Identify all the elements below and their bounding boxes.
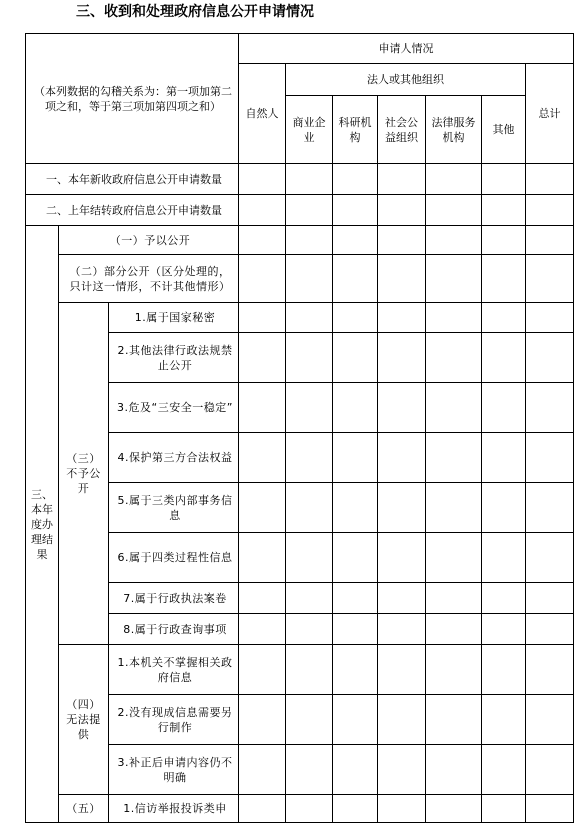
data-cell bbox=[426, 695, 482, 745]
header-note-cell bbox=[26, 34, 239, 164]
data-cell bbox=[239, 583, 286, 614]
data-cell bbox=[426, 645, 482, 695]
data-cell bbox=[426, 333, 482, 383]
row-label-r3-8: 8.属于行政查询事项 bbox=[109, 614, 239, 645]
row-label-r4-3: 3.补正后申请内容仍不明确 bbox=[109, 745, 239, 795]
legal-service-header: 法律服务机构 bbox=[426, 96, 482, 164]
data-cell bbox=[526, 333, 574, 383]
data-cell bbox=[426, 383, 482, 433]
data-cell bbox=[239, 303, 286, 333]
data-cell bbox=[286, 226, 333, 255]
data-cell bbox=[333, 795, 378, 823]
data-cell bbox=[378, 795, 426, 823]
data-cell bbox=[526, 303, 574, 333]
applicant-header: 申请人情况 bbox=[239, 34, 574, 64]
data-cell bbox=[526, 433, 574, 483]
data-cell bbox=[286, 164, 333, 195]
data-cell bbox=[378, 745, 426, 795]
data-cell bbox=[426, 533, 482, 583]
data-cell bbox=[526, 645, 574, 695]
data-cell bbox=[426, 614, 482, 645]
data-cell bbox=[526, 795, 574, 823]
data-cell bbox=[482, 255, 526, 303]
data-cell bbox=[526, 695, 574, 745]
data-cell bbox=[286, 645, 333, 695]
data-cell bbox=[482, 303, 526, 333]
data-cell bbox=[333, 226, 378, 255]
row-label-r4-2: 2.没有现成信息需要另行制作 bbox=[109, 695, 239, 745]
data-cell bbox=[482, 226, 526, 255]
data-cell bbox=[526, 583, 574, 614]
data-cell bbox=[333, 483, 378, 533]
data-cell bbox=[333, 695, 378, 745]
data-cell bbox=[378, 614, 426, 645]
data-cell bbox=[426, 483, 482, 533]
header-note: （本列数据的勾稽关系为：第一项加第二项之和，等于第三项加第四项之和） bbox=[34, 84, 232, 113]
data-cell bbox=[526, 533, 574, 583]
data-cell bbox=[426, 255, 482, 303]
other-header: 其他 bbox=[482, 96, 526, 164]
data-cell bbox=[333, 614, 378, 645]
row-label-r3-6: 6.属于四类过程性信息 bbox=[109, 533, 239, 583]
data-cell bbox=[286, 255, 333, 303]
data-cell bbox=[286, 614, 333, 645]
data-cell bbox=[526, 226, 574, 255]
data-cell bbox=[426, 303, 482, 333]
data-cell bbox=[239, 433, 286, 483]
data-cell bbox=[239, 645, 286, 695]
data-cell bbox=[239, 745, 286, 795]
data-cell bbox=[378, 195, 426, 226]
data-cell bbox=[482, 614, 526, 645]
data-cell bbox=[378, 303, 426, 333]
row-label-carried-over: 二、上年结转政府信息公开申请数量 bbox=[26, 195, 239, 226]
data-cell bbox=[378, 483, 426, 533]
data-cell bbox=[239, 483, 286, 533]
data-cell bbox=[239, 383, 286, 433]
data-cell bbox=[482, 433, 526, 483]
data-cell bbox=[482, 533, 526, 583]
data-cell bbox=[482, 383, 526, 433]
row-label-r1: （一）予以公开 bbox=[59, 226, 239, 255]
data-cell bbox=[239, 255, 286, 303]
data-cell bbox=[378, 533, 426, 583]
row-label-r3-4: 4.保护第三方合法权益 bbox=[109, 433, 239, 483]
data-cell bbox=[526, 614, 574, 645]
data-cell bbox=[286, 695, 333, 745]
data-cell bbox=[286, 383, 333, 433]
data-cell bbox=[333, 255, 378, 303]
row-label-new-requests: 一、本年新收政府信息公开申请数量 bbox=[26, 164, 239, 195]
row-label-r3-5: 5.属于三类内部事务信息 bbox=[109, 483, 239, 533]
total-header: 总计 bbox=[526, 64, 574, 164]
data-cell bbox=[239, 164, 286, 195]
data-cell bbox=[482, 164, 526, 195]
data-cell bbox=[526, 383, 574, 433]
data-cell bbox=[286, 333, 333, 383]
data-cell bbox=[333, 383, 378, 433]
data-cell bbox=[482, 745, 526, 795]
row-label-r3-3: 3.危及“三安全一稳定” bbox=[109, 383, 239, 433]
social-welfare-header: 社会公益组织 bbox=[378, 96, 426, 164]
data-cell bbox=[426, 164, 482, 195]
data-cell bbox=[378, 255, 426, 303]
data-cell bbox=[526, 483, 574, 533]
data-cell bbox=[482, 333, 526, 383]
data-cell bbox=[526, 255, 574, 303]
row-label-r3-2: 2.其他法律行政法规禁止公开 bbox=[109, 333, 239, 383]
data-cell bbox=[526, 195, 574, 226]
data-cell bbox=[333, 533, 378, 583]
data-cell bbox=[426, 195, 482, 226]
data-cell bbox=[426, 795, 482, 823]
row-label-r5-1: 1.信访举报投诉类申 bbox=[109, 795, 239, 823]
research-header: 科研机构 bbox=[333, 96, 378, 164]
data-cell bbox=[239, 333, 286, 383]
data-cell bbox=[526, 164, 574, 195]
data-cell bbox=[286, 195, 333, 226]
data-cell bbox=[333, 333, 378, 383]
data-cell bbox=[239, 533, 286, 583]
data-cell bbox=[378, 164, 426, 195]
row-group-r5: （五） bbox=[59, 795, 109, 823]
data-cell bbox=[426, 745, 482, 795]
data-cell bbox=[239, 195, 286, 226]
data-cell bbox=[482, 695, 526, 745]
data-cell bbox=[333, 303, 378, 333]
data-cell bbox=[333, 195, 378, 226]
data-cell bbox=[378, 383, 426, 433]
data-cell bbox=[286, 533, 333, 583]
commercial-header: 商业企业 bbox=[286, 96, 333, 164]
data-cell bbox=[378, 333, 426, 383]
data-cell bbox=[426, 226, 482, 255]
data-cell bbox=[286, 795, 333, 823]
data-cell bbox=[378, 583, 426, 614]
row-group-r4: （四）无法提供 bbox=[59, 645, 109, 795]
data-cell bbox=[286, 433, 333, 483]
data-cell bbox=[239, 795, 286, 823]
statistics-table bbox=[25, 33, 574, 823]
data-cell bbox=[333, 433, 378, 483]
data-cell bbox=[239, 614, 286, 645]
data-cell bbox=[333, 645, 378, 695]
data-cell bbox=[482, 195, 526, 226]
row-label-r3-1: 1.属于国家秘密 bbox=[109, 303, 239, 333]
legal-org-header: 法人或其他组织 bbox=[286, 64, 526, 96]
row-group-r3: （三）不予公开 bbox=[59, 303, 109, 645]
data-cell bbox=[426, 583, 482, 614]
data-cell bbox=[482, 483, 526, 533]
natural-person-header: 自然人 bbox=[239, 64, 286, 164]
row-label-r2: （二）部分公开（区分处理的，只计这一情形，不计其他情形） bbox=[59, 255, 239, 303]
data-cell bbox=[239, 226, 286, 255]
data-cell bbox=[482, 583, 526, 614]
data-cell bbox=[378, 433, 426, 483]
data-cell bbox=[333, 745, 378, 795]
data-cell bbox=[333, 583, 378, 614]
row-label-r4-1: 1.本机关不掌握相关政府信息 bbox=[109, 645, 239, 695]
data-cell bbox=[333, 164, 378, 195]
data-cell bbox=[482, 645, 526, 695]
data-cell bbox=[286, 483, 333, 533]
data-cell bbox=[426, 433, 482, 483]
data-cell bbox=[378, 645, 426, 695]
data-cell bbox=[286, 745, 333, 795]
row-group-results: 三、本年度办理结果 bbox=[26, 226, 59, 823]
data-cell bbox=[378, 226, 426, 255]
data-cell bbox=[239, 695, 286, 745]
data-cell bbox=[482, 795, 526, 823]
data-cell bbox=[378, 695, 426, 745]
data-cell bbox=[286, 303, 333, 333]
data-cell bbox=[526, 745, 574, 795]
row-label-r3-7: 7.属于行政执法案卷 bbox=[109, 583, 239, 614]
data-cell bbox=[286, 583, 333, 614]
section-title: 三、收到和处理政府信息公开申请情况 bbox=[76, 4, 314, 20]
